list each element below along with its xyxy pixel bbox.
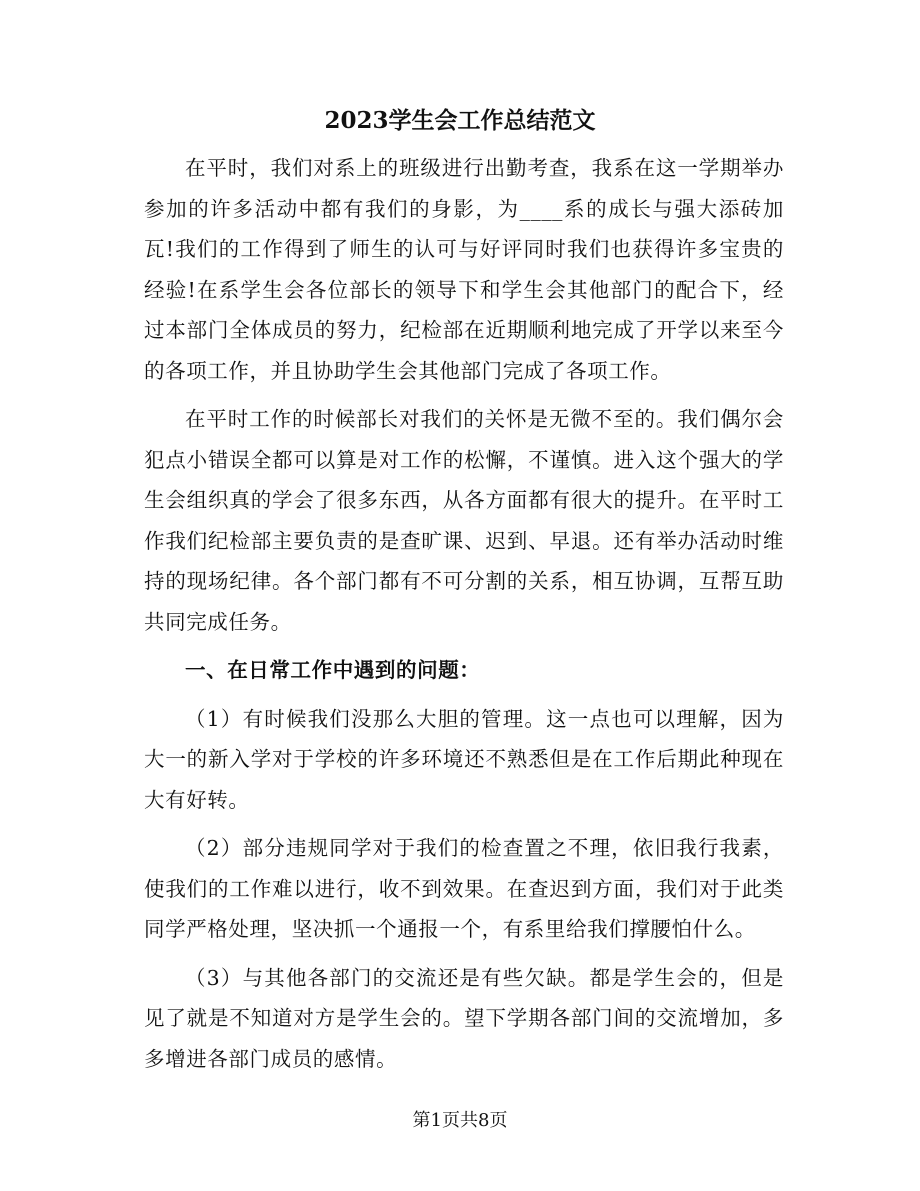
problem-item-1: （1）有时候我们没那么大胆的管理。这一点也可以理解，因为大一的新入学对于学校的许多环境还不熟悉但是在工作后期此种现在大有好转。 (144, 706, 784, 812)
paragraph-attendance: 在平时，我们对系上的班级进行出勤考查，我系在这一学期举办参加的许多活动中都有我们的身影，为____系的成长与强大添砖加瓦!我们的工作得到了师生的认可与好评同时我们也获得许多宝贵的经验!在系学生会各位部长的领导下和学生会其他部门的配合下，经过本部门全体成员的努力，纪检部在近期顺利地完成了开学以来至今的各项工作，并且协助学生会其他部门完成了各项工作。 (144, 156, 784, 383)
document-title: 2023学生会工作总结范文 (324, 107, 596, 134)
problem-item-3: （3）与其他各部门的交流还是有些欠缺。都是学生会的，但是见了就是不知道对方是学生会的。望下学期各部门间的交流增加，多多增进各部门成员的感情。 (144, 965, 784, 1071)
document-body (144, 148, 784, 1087)
page-indicator: 第1页共8页 (412, 1110, 508, 1131)
paragraph-minister-care: 在平时工作的时候部长对我们的关怀是无微不至的。我们偶尔会犯点小错误全都可以算是对工作的松懈，不谨慎。进入这个强大的学生会组织真的学会了很多东西，从各方面都有很大的提升。在平时工作我们纪检部主要负责的是查旷课、迟到、早退。还有举办活动时维持的现场纪律。各个部门都有不可分割的关系，相互协调，互帮互助共同完成任务。 (144, 407, 784, 634)
section-heading-problems: 一、在日常工作中遇到的问题： (185, 658, 481, 682)
problem-item-2: （2）部分违规同学对于我们的检查置之不理，依旧我行我素，使我们的工作难以进行，收不到效果。在查迟到方面，我们对于此类同学严格处理，坚决抓一个通报一个，有系里给我们撑腰怕什么。 (144, 836, 784, 941)
